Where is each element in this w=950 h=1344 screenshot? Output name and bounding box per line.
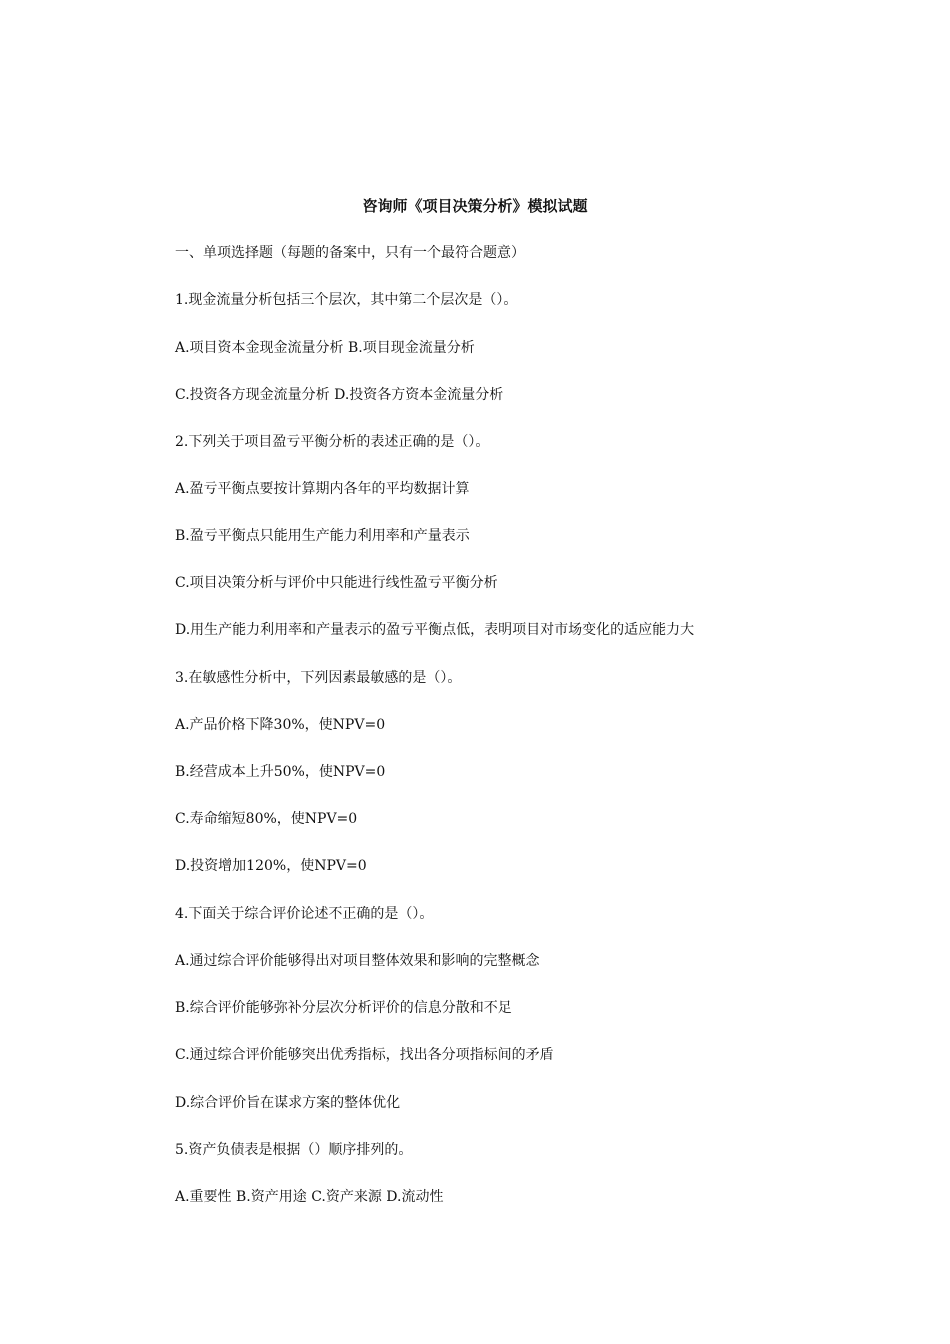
question-3-option-b: B.经营成本上升50%，使NPV=0 <box>175 764 386 780</box>
question-4-option-d: D.综合评价旨在谋求方案的整体优化 <box>175 1095 401 1111</box>
question-5-stem: 5.资产负债表是根据（）顺序排列的。 <box>175 1142 413 1158</box>
question-2-option-a: A.盈亏平衡点要按计算期内各年的平均数据计算 <box>175 481 470 497</box>
question-4-stem: 4.下面关于综合评价论述不正确的是（）。 <box>175 906 434 922</box>
question-2-stem: 2.下列关于项目盈亏平衡分析的表述正确的是（）。 <box>175 434 490 450</box>
section-heading: 一、单项选择题（每题的备案中，只有一个最符合题意） <box>175 245 525 261</box>
question-5-options: A.重要性 B.资产用途 C.资产来源 D.流动性 <box>175 1189 444 1205</box>
document-title: 咨询师《项目决策分析》模拟试题 <box>362 197 588 215</box>
question-2-option-b: B.盈亏平衡点只能用生产能力利用率和产量表示 <box>175 528 470 544</box>
question-1-option-line-1: A.项目资本金现金流量分析 B.项目现金流量分析 <box>175 340 475 356</box>
question-4-option-c: C.通过综合评价能够突出优秀指标，找出各分项指标间的矛盾 <box>175 1047 554 1063</box>
question-4-option-b: B.综合评价能够弥补分层次分析评价的信息分散和不足 <box>175 1000 512 1016</box>
question-1-option-line-2: C.投资各方现金流量分析 D.投资各方资本金流量分析 <box>175 387 504 403</box>
question-3-stem: 3.在敏感性分析中，下列因素最敏感的是（）。 <box>175 670 462 686</box>
question-3-option-d: D.投资增加120%，使NPV=0 <box>175 858 367 874</box>
question-2-option-c: C.项目决策分析与评价中只能进行线性盈亏平衡分析 <box>175 575 498 591</box>
question-2-option-d: D.用生产能力利用率和产量表示的盈亏平衡点低，表明项目对市场变化的适应能力大 <box>175 622 695 638</box>
question-4-option-a: A.通过综合评价能够得出对项目整体效果和影响的完整概念 <box>175 953 540 969</box>
question-3-option-c: C.寿命缩短80%，使NPV=0 <box>175 811 358 827</box>
question-1-stem: 1.现金流量分析包括三个层次，其中第二个层次是（）。 <box>175 292 518 308</box>
question-3-option-a: A.产品价格下降30%，使NPV=0 <box>175 717 386 733</box>
